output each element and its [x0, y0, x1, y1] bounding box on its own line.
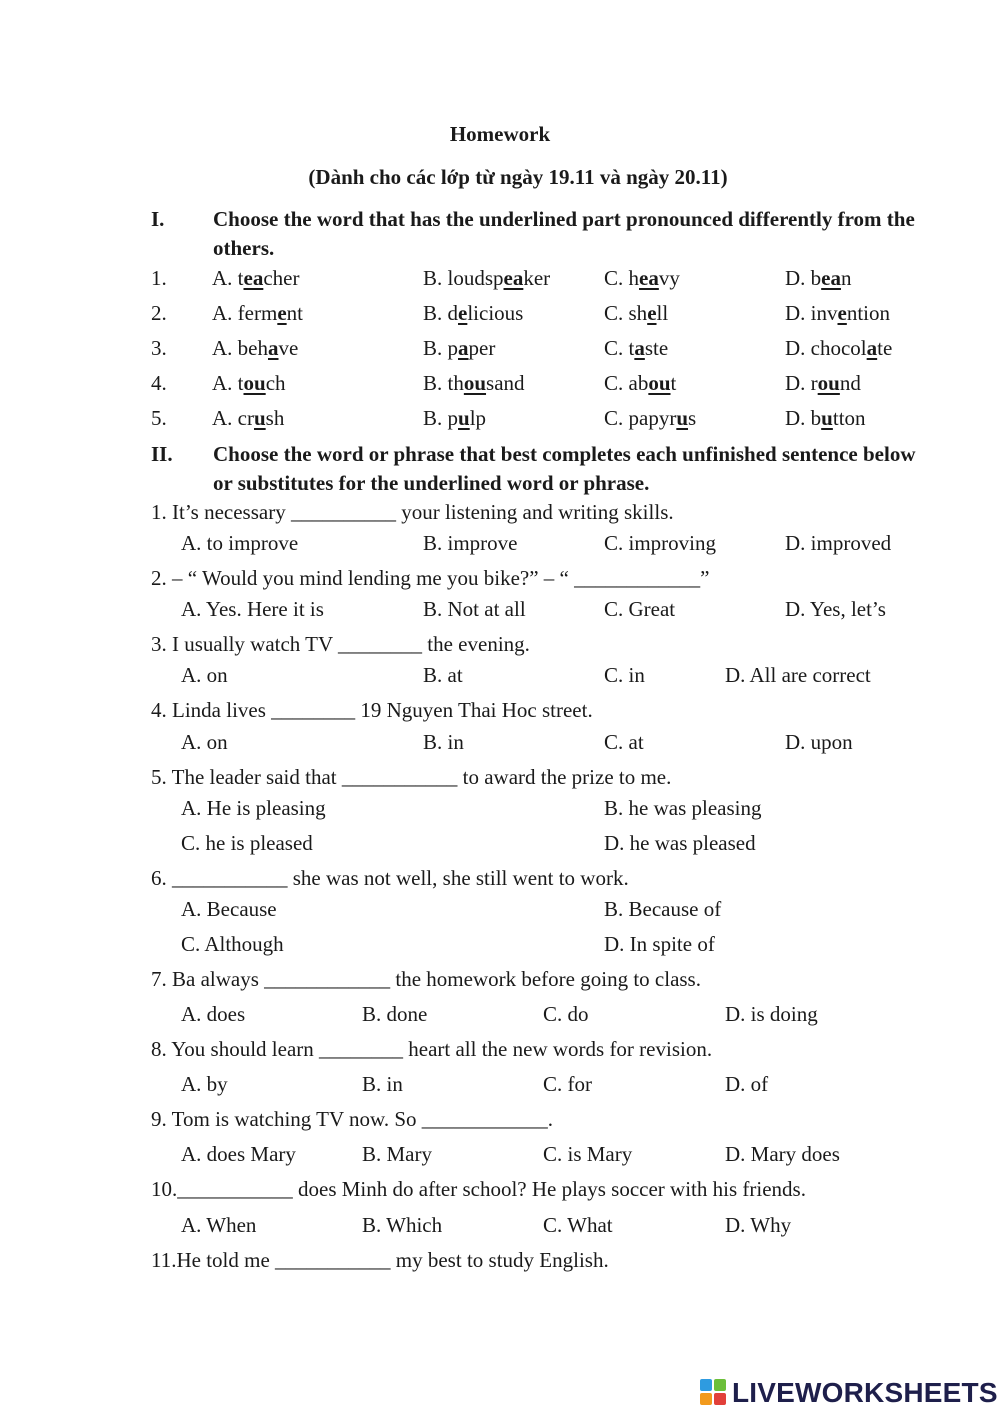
answer-option[interactable]: B. delicious [423, 301, 524, 325]
section-2-number: II. [151, 442, 173, 466]
answer-option[interactable]: D. improved [785, 531, 892, 555]
answer-option[interactable]: D. invention [785, 301, 890, 325]
underlined-letters: u [821, 406, 833, 430]
answer-option[interactable]: C. heavy [604, 266, 680, 290]
underlined-letters: a [268, 336, 279, 360]
question-text: 10.___________ does Minh do after school? He plays soccer with his friends. [151, 1177, 806, 1201]
question-text: 4. Linda lives ________ 19 Nguyen Thai Hoc street. [151, 698, 593, 722]
page-title: Homework [449, 122, 551, 146]
answer-option[interactable]: B. paper [423, 336, 496, 360]
pronunciation-item [0, 336, 1000, 364]
pronunciation-item [0, 301, 1000, 329]
item-number: 3. [151, 336, 167, 360]
answer-option[interactable]: C. papyrus [604, 406, 697, 430]
page-subtitle: (Dành cho các lớp từ ngày 19.11 và ngày 20.11) [308, 165, 728, 189]
question-text: 9. Tom is watching TV now. So ____________. [151, 1107, 554, 1131]
underlined-letters: e [837, 301, 847, 325]
answer-option[interactable]: B. in [423, 730, 464, 754]
answer-option[interactable]: A. does [181, 1002, 246, 1026]
question-text: 8. You should learn ________ heart all the new words for revision. [151, 1037, 713, 1061]
item-number: 5. [151, 406, 167, 430]
answer-option[interactable]: C. shell [604, 301, 669, 325]
pronunciation-item [0, 406, 1000, 434]
answer-option[interactable]: D. Why [725, 1213, 792, 1237]
underlined-letters: u [676, 406, 689, 430]
underlined-letters: ea [821, 266, 841, 290]
question-text: 7. Ba always ____________ the homework before going to class. [151, 967, 701, 991]
question-text: 11.He told me ___________ my best to study English. [151, 1248, 609, 1272]
answer-option[interactable]: A. behave [212, 336, 299, 360]
question-text: 5. The leader said that ___________ to award the prize to me. [151, 765, 672, 789]
answer-option[interactable]: D. he was pleased [604, 831, 756, 855]
question-text: 6. ___________ she was not well, she still went to work. [151, 866, 629, 890]
answer-option[interactable]: A. ferment [212, 301, 303, 325]
pronunciation-item [0, 266, 1000, 294]
answer-option[interactable]: C. improving [604, 531, 717, 555]
answer-option[interactable]: A. teacher [212, 266, 300, 290]
liveworksheets-logo-icon [700, 1379, 728, 1407]
underlined-letters: ou [817, 371, 840, 395]
liveworksheets-brand: LIVEWORKSHEETS [732, 1377, 998, 1408]
answer-option[interactable]: C. Although [181, 932, 284, 956]
underlined-letters: ou [648, 371, 671, 395]
answer-option[interactable]: C. for [543, 1072, 592, 1096]
answer-option[interactable]: D. is doing [725, 1002, 818, 1026]
answer-option[interactable]: A. on [181, 730, 228, 754]
item-number: 2. [151, 301, 167, 325]
answer-option[interactable]: C. do [543, 1002, 589, 1026]
answer-option[interactable]: B. in [362, 1072, 403, 1096]
question-text: 3. I usually watch TV ________ the evening. [151, 632, 530, 656]
answer-option[interactable]: B. Mary [362, 1142, 432, 1166]
underlined-letters: ea [243, 266, 264, 290]
answer-option[interactable]: B. loudspeaker [423, 266, 551, 290]
answer-option[interactable]: A. by [181, 1072, 228, 1096]
section-2-instruction: Choose the word or phrase that best completes each unfinished sentence below or substitutes for the underlined word or phrase. [213, 442, 916, 495]
section-1-number: I. [151, 207, 165, 231]
section-2-heading [151, 440, 951, 500]
item-number: 4. [151, 371, 167, 395]
answer-option[interactable]: A. to improve [181, 531, 299, 555]
answer-option[interactable]: A. does Mary [181, 1142, 296, 1166]
answer-option[interactable]: C. about [604, 371, 677, 395]
answer-option[interactable]: D. bean [785, 266, 852, 290]
answer-option[interactable]: C. is Mary [543, 1142, 633, 1166]
answer-option[interactable]: B. Not at all [423, 597, 526, 621]
answer-option[interactable]: D. round [785, 371, 861, 395]
answer-option[interactable]: D. Mary does [725, 1142, 840, 1166]
answer-option[interactable]: B. thousand [423, 371, 525, 395]
underlined-letters: ea [503, 266, 524, 290]
underlined-letters: ou [243, 371, 266, 395]
answer-option[interactable]: B. he was pleasing [604, 796, 762, 820]
underlined-letters: a [634, 336, 645, 360]
answer-option[interactable]: C. Great [604, 597, 676, 621]
underlined-letters: ou [463, 371, 487, 395]
item-number: 1. [151, 266, 167, 290]
question-text: 2. – “ Would you mind lending me you bike?” – “ ____________” [151, 566, 710, 590]
question-text: 1. It’s necessary __________ your listening and writing skills. [151, 500, 674, 524]
answer-option[interactable]: D. button [785, 406, 866, 430]
answer-option[interactable]: D. Yes, let’s [785, 597, 886, 621]
section-1-instruction: Choose the word that has the underlined part pronounced differently from the others. [213, 207, 915, 260]
underlined-letters: ea [639, 266, 659, 290]
answer-option[interactable]: B. at [423, 663, 463, 687]
answer-option[interactable]: A. crush [212, 406, 285, 430]
answer-option[interactable]: C. taste [604, 336, 669, 360]
answer-option[interactable]: C. at [604, 730, 644, 754]
liveworksheets-logo [700, 1376, 998, 1410]
underlined-letters: u [458, 406, 470, 430]
underlined-letters: e [647, 301, 657, 325]
answer-option[interactable]: A. on [181, 663, 228, 687]
answer-option[interactable]: C. in [604, 663, 645, 687]
answer-option[interactable]: D. All are correct [725, 663, 871, 687]
answer-option[interactable]: A. When [181, 1213, 257, 1237]
section-1-heading [151, 205, 951, 265]
answer-option[interactable]: B. Which [362, 1213, 443, 1237]
answer-option[interactable]: D. chocolate [785, 336, 893, 360]
answer-option[interactable]: D. In spite of [604, 932, 715, 956]
answer-option[interactable]: A. touch [212, 371, 286, 395]
underlined-letters: a [866, 336, 878, 360]
underlined-letters: e [458, 301, 468, 325]
underlined-letters: u [253, 406, 266, 430]
answer-option[interactable]: C. he is pleased [181, 831, 313, 855]
answer-option[interactable]: D. upon [785, 730, 853, 754]
answer-option[interactable]: A. Because [181, 897, 277, 921]
pronunciation-item [0, 371, 1000, 399]
underlined-letters: a [458, 336, 469, 360]
answer-option[interactable]: B. done [362, 1002, 428, 1026]
answer-option[interactable]: D. of [725, 1072, 769, 1096]
answer-option[interactable]: B. pulp [423, 406, 487, 430]
answer-option[interactable]: A. He is pleasing [181, 796, 326, 820]
answer-option[interactable]: A. Yes. Here it is [181, 597, 324, 621]
underlined-letters: e [277, 301, 287, 325]
answer-option[interactable]: B. Because of [604, 897, 722, 921]
answer-option[interactable]: B. improve [423, 531, 518, 555]
answer-option[interactable]: C. What [543, 1213, 613, 1237]
